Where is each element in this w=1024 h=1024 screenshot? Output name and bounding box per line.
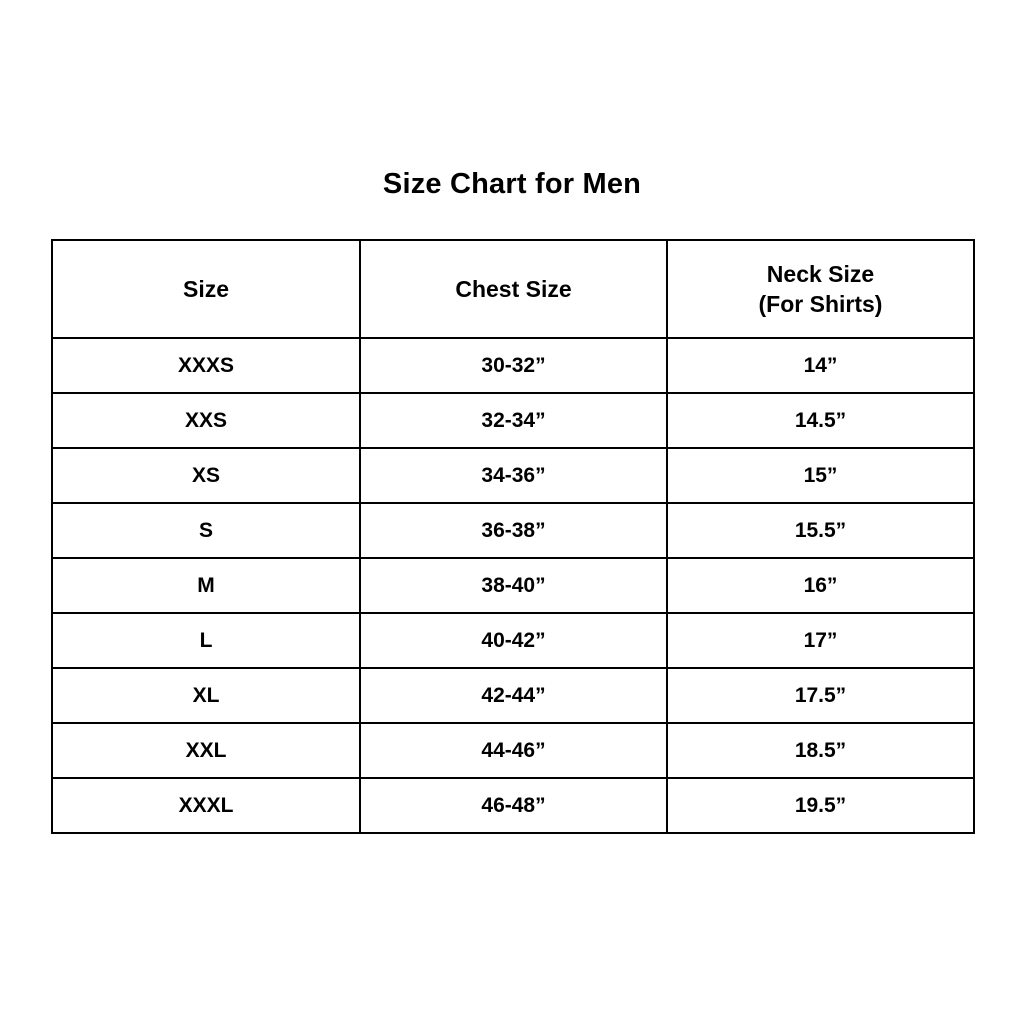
cell-size: XXS: [52, 393, 360, 448]
column-header-neck: [667, 240, 974, 338]
cell-neck: 14.5”: [667, 393, 974, 448]
table-row: [52, 723, 974, 778]
size-chart-table: [51, 239, 975, 834]
cell-size: XXXL: [52, 778, 360, 833]
cell-chest: 30-32”: [360, 338, 667, 393]
table-body: [52, 338, 974, 833]
cell-neck: 15.5”: [667, 503, 974, 558]
cell-chest: 44-46”: [360, 723, 667, 778]
cell-chest: 36-38”: [360, 503, 667, 558]
cell-chest: 32-34”: [360, 393, 667, 448]
cell-neck: 14”: [667, 338, 974, 393]
cell-size: L: [52, 613, 360, 668]
page-title: Size Chart for Men: [382, 168, 642, 200]
cell-neck: 18.5”: [667, 723, 974, 778]
column-header-chest: Chest Size: [360, 240, 667, 338]
cell-neck: 16”: [667, 558, 974, 613]
table-row: [52, 448, 974, 503]
table-row: [52, 613, 974, 668]
table-header: [52, 240, 974, 338]
cell-chest: 38-40”: [360, 558, 667, 613]
table-row: [52, 668, 974, 723]
cell-size: XXXS: [52, 338, 360, 393]
table-row: [52, 338, 974, 393]
cell-chest: 42-44”: [360, 668, 667, 723]
cell-neck: 17.5”: [667, 668, 974, 723]
cell-neck: 19.5”: [667, 778, 974, 833]
column-header-neck-line2: (For Shirts): [758, 291, 883, 317]
cell-size: XS: [52, 448, 360, 503]
table-row: [52, 778, 974, 833]
table-row: [52, 393, 974, 448]
cell-size: XL: [52, 668, 360, 723]
cell-chest: 34-36”: [360, 448, 667, 503]
table-row: [52, 558, 974, 613]
table-row: [52, 503, 974, 558]
cell-chest: 40-42”: [360, 613, 667, 668]
cell-size: M: [52, 558, 360, 613]
cell-size: S: [52, 503, 360, 558]
column-header-neck-line1: Neck Size: [766, 260, 875, 287]
cell-neck: 15”: [667, 448, 974, 503]
cell-neck: 17”: [667, 613, 974, 668]
cell-size: XXL: [52, 723, 360, 778]
table-header-row: [52, 240, 974, 338]
cell-chest: 46-48”: [360, 778, 667, 833]
column-header-size: Size: [52, 240, 360, 338]
